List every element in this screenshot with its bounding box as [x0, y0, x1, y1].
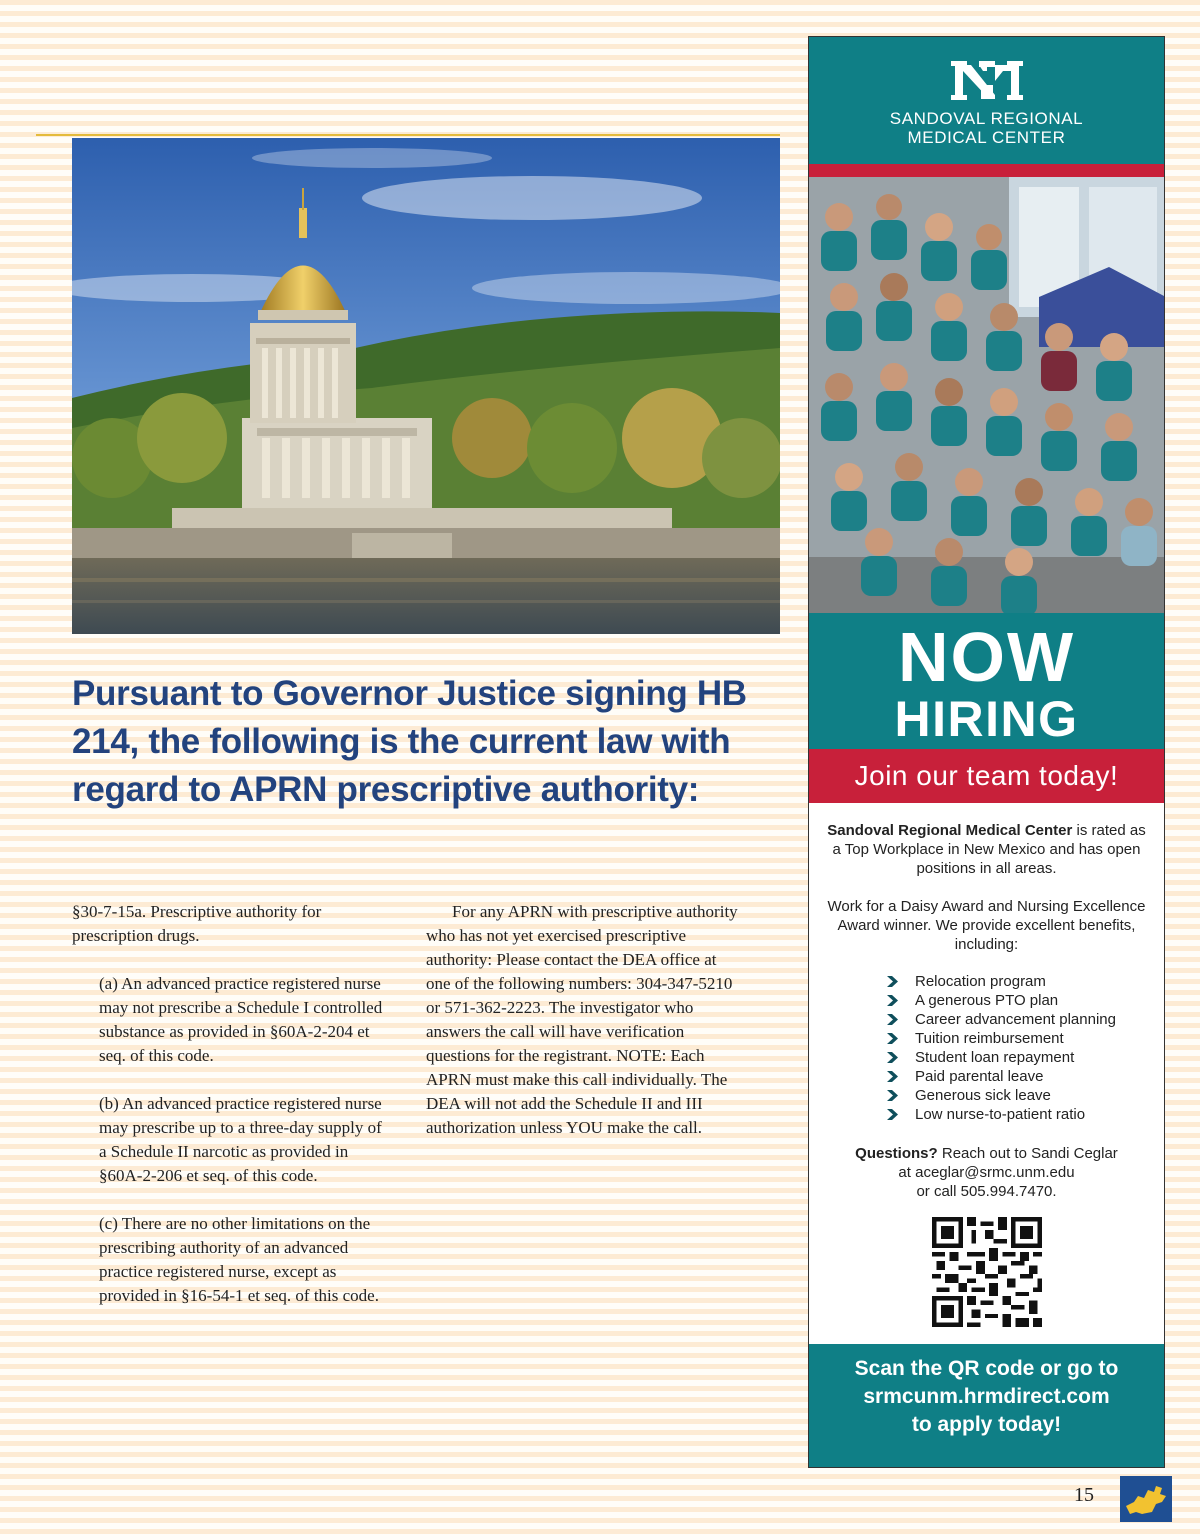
cta-line-3: to apply today! [911, 1413, 1062, 1436]
right-column [426, 900, 738, 1140]
list-item [869, 1086, 1148, 1105]
benefit-label: Relocation program [915, 973, 1046, 990]
list-item [869, 1067, 1148, 1086]
benefit-label: Career advancement planning [915, 1011, 1116, 1028]
chevron-right-icon [887, 1090, 901, 1101]
contact-questions [825, 1144, 1148, 1163]
chevron-right-icon [887, 1071, 901, 1082]
gold-rule [36, 134, 780, 136]
article-headline: Pursuant to Governor Justice signing HB 214, the following is the current law with regard to APRN prescriptive authority: [72, 674, 747, 809]
benefit-label: A generous PTO plan [915, 992, 1059, 1009]
hiring-advertisement [808, 36, 1165, 1468]
staff-group-photo [809, 177, 1164, 613]
list-item [869, 1105, 1148, 1124]
now-text: NOW [897, 618, 1076, 696]
west-virginia-state-icon [1120, 1476, 1172, 1522]
contact-phone: or call 505.994.7470. [916, 1183, 1057, 1200]
hiring-text: HIRING [894, 691, 1079, 747]
join-team-banner: Join our team today! [809, 749, 1164, 803]
list-item [869, 991, 1148, 1010]
ad-intro-rest: is rated as a Top Workplace in New Mexico and has open positions in all areas. [832, 822, 1146, 877]
ad-work-text: Work for a Daisy Award and Nursing Excellence Award winner. We provide excellent benefits, including: [827, 898, 1146, 953]
cta-url[interactable]: srmcunm.hrmdirect.com [863, 1385, 1110, 1408]
benefit-label: Low nurse-to-patient ratio [915, 1106, 1086, 1123]
chevron-right-icon [887, 1033, 901, 1044]
org-name-line2: MEDICAL CENTER [907, 128, 1066, 147]
qr-code-icon[interactable] [932, 1217, 1042, 1327]
dea-instructions: For any APRN with prescriptive authority who has not yet exercised prescriptive authority: Please contact the DEA office at one of the following numbers: 304-347-5210 or 571-362-2223. The investigator who answers the call will have verification questions for the registrant. NOTE: Each APRN must make this call individually. The DEA will not add the Schedule II and III authorization unless YOU make the call. [426, 902, 738, 1137]
capitol-photo [72, 138, 780, 634]
now-hiring-banner [809, 613, 1164, 749]
statute-clause-b: (b) An advanced practice registered nurse may prescribe up to a three-day supply of a Schedule II narcotic as provided in §60A-2-206 et seq. of this code. [99, 1094, 382, 1185]
org-name-line1: SANDOVAL REGIONAL [889, 109, 1084, 128]
chevron-right-icon [887, 1109, 901, 1120]
left-column [72, 900, 392, 1308]
chevron-right-icon [887, 976, 901, 987]
page-number: 15 [1074, 1484, 1094, 1506]
benefits-list [825, 972, 1148, 1124]
chevron-right-icon [887, 1052, 901, 1063]
statute-clause-c: (c) There are no other limitations on the prescribing authority of an advanced practice registered nurse, except as provided in §16-54-1 et seq. of this code. [99, 1214, 379, 1305]
chevron-right-icon [887, 1014, 901, 1025]
ad-intro-org: Sandoval Regional Medical Center [827, 822, 1073, 839]
statute-clause-a: (a) An advanced practice registered nurse may not prescribe a Schedule I controlled substance as provided in §60A-2-204 et seq. of this code. [99, 974, 383, 1065]
ad-intro [825, 821, 1148, 878]
questions-label: Questions? [855, 1145, 938, 1162]
list-item [869, 1048, 1148, 1067]
list-item [869, 1029, 1148, 1048]
questions-rest: Reach out to Sandi Ceglar [937, 1145, 1118, 1162]
benefit-label: Tuition reimbursement [915, 1030, 1064, 1047]
statute-title: §30-7-15a. Prescriptive authority for prescription drugs. [72, 902, 322, 945]
unm-logo-icon [949, 55, 1025, 105]
red-divider [809, 164, 1164, 177]
list-item [869, 1010, 1148, 1029]
contact-email[interactable]: at aceglar@srmc.unm.edu [898, 1164, 1075, 1181]
ad-header [809, 37, 1164, 164]
benefit-label: Generous sick leave [915, 1087, 1051, 1104]
org-name [809, 109, 1164, 147]
list-item [869, 972, 1148, 991]
chevron-right-icon [887, 995, 901, 1006]
benefit-label: Paid parental leave [915, 1068, 1044, 1085]
ad-body [809, 803, 1164, 1327]
benefit-label: Student loan repayment [915, 1049, 1075, 1066]
cta-line-1: Scan the QR code or go to [854, 1357, 1119, 1380]
apply-call-to-action [809, 1344, 1164, 1467]
